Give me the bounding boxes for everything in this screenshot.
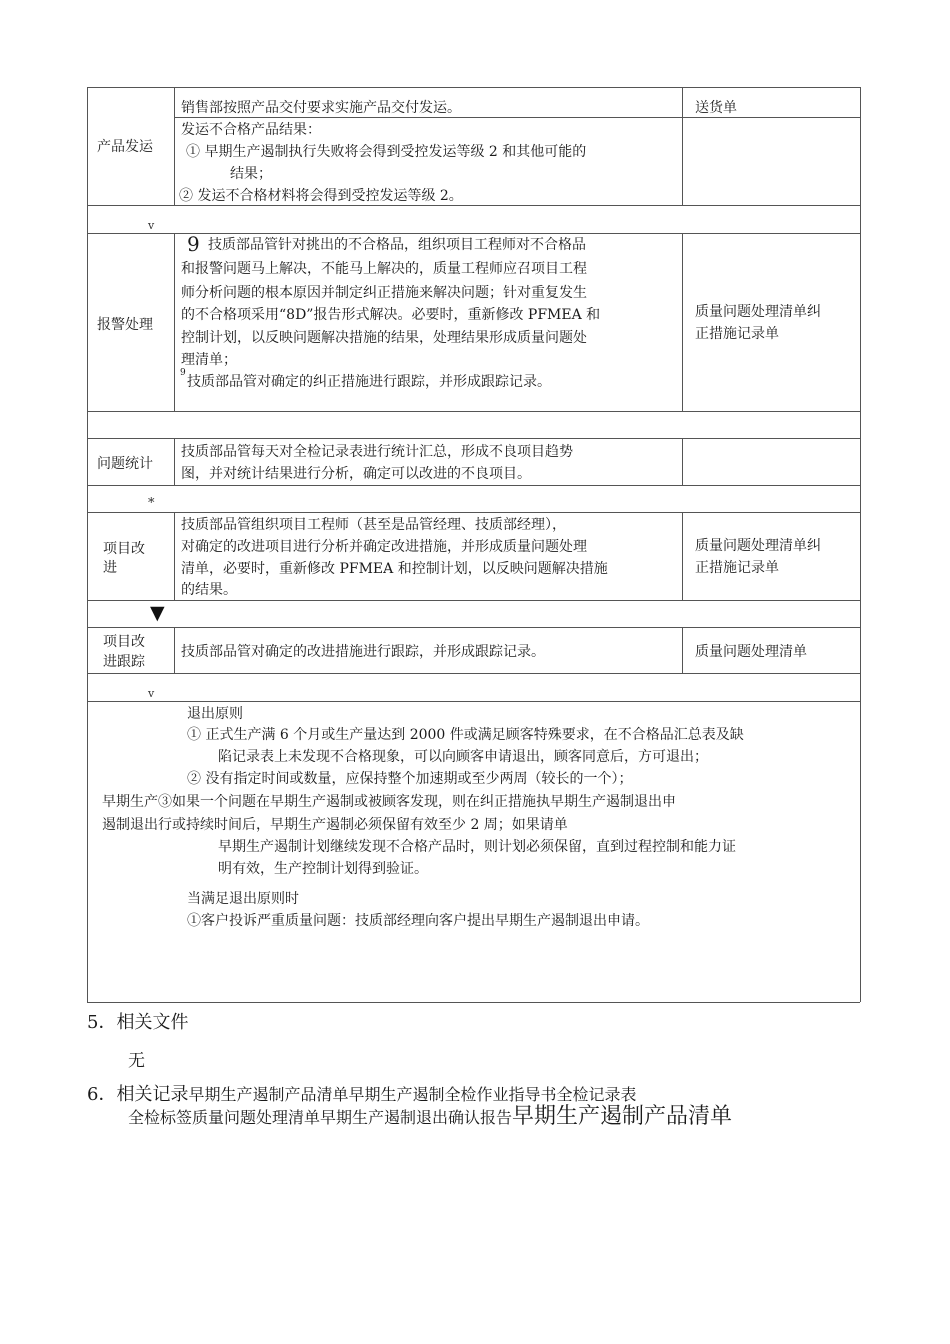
alarm-text: 技质部品管针对挑出的不合格品，组织项目工程师对不合格品 bbox=[208, 237, 586, 253]
col-divider bbox=[174, 627, 175, 673]
alarm-text: 师分析问题的根本原因并制定纠正措施来解决问题；针对重复发生 bbox=[181, 285, 587, 301]
track-label: 项目改 bbox=[103, 634, 145, 650]
section5-content: 无 bbox=[128, 1051, 145, 1071]
row-divider bbox=[87, 485, 860, 486]
col-divider bbox=[174, 87, 175, 205]
exit-title: 退出原则 bbox=[187, 706, 243, 722]
row-divider bbox=[87, 411, 860, 412]
track-label: 进跟踪 bbox=[103, 654, 145, 670]
track-record: 质量问题处理清单 bbox=[695, 644, 807, 660]
stats-text: 技质部品管每天对全检记录表进行统计汇总，形成不良项目趋势 bbox=[181, 444, 573, 460]
exit-item: 陷记录表上未发现不合格现象，可以向顾客申请退出，顾客同意后，方可退出； bbox=[218, 749, 708, 765]
exit-condition-title: 当满足退出原则时 bbox=[187, 891, 299, 907]
improve-text: 的结果。 bbox=[181, 582, 237, 598]
section6-records: 全检标签质量问题处理清单早期生产遏制退出确认报告 bbox=[128, 1108, 513, 1127]
col-divider bbox=[174, 512, 175, 600]
col-divider bbox=[682, 512, 683, 600]
improve-label: 项目改 bbox=[103, 541, 145, 557]
shipping-text: 销售部按照产品交付要求实施产品交付发运。 bbox=[181, 100, 461, 116]
row-divider bbox=[87, 438, 860, 439]
improve-text: 对确定的改进项目进行分析并确定改进措施，并形成质量问题处理 bbox=[181, 539, 587, 555]
shipping-record: 送货单 bbox=[695, 100, 737, 116]
exit-condition-item: ①客户投诉严重质量问题：技质部经理向客户提出早期生产遏制退出申请。 bbox=[187, 913, 649, 929]
col-divider bbox=[174, 438, 175, 485]
section5-heading: 5．相关文件 bbox=[87, 1012, 189, 1033]
section6-line2 bbox=[128, 1106, 732, 1130]
section6-records-large: 早期生产遏制产品清单 bbox=[512, 1104, 733, 1129]
table-top-border bbox=[87, 87, 860, 88]
improve-record: 正措施记录单 bbox=[695, 560, 779, 576]
alarm-text: 的不合格项采用“8D”报告形式解决。必要时，重新修改 PFMEA 和 bbox=[181, 307, 601, 323]
col-divider bbox=[682, 438, 683, 485]
alarm-text: 技质部品管对确定的纠正措施进行跟踪，并形成跟踪记录。 bbox=[187, 374, 551, 390]
col-divider bbox=[682, 87, 683, 205]
section6-heading: 6．相关记录 bbox=[87, 1084, 189, 1105]
alarm-label: 报警处理 bbox=[97, 317, 153, 333]
improve-text: 清单，必要时，重新修改 PFMEA 和控制计划，以反映问题解决措施 bbox=[181, 561, 608, 577]
col-divider bbox=[682, 627, 683, 673]
col-divider bbox=[682, 233, 683, 411]
table-left-border bbox=[87, 87, 88, 1002]
exit-item: 明有效，生产控制计划得到验证。 bbox=[218, 861, 428, 877]
alarm-bullet-small: 9 bbox=[180, 368, 186, 378]
row-divider bbox=[87, 512, 860, 513]
row-divider bbox=[87, 673, 860, 674]
exit-item: 遏制退出行或持续时间后，早期生产遏制必须保留有效至少 2 周；如果请单 bbox=[102, 817, 568, 833]
flow-arrow-down-icon: ▼ bbox=[150, 602, 165, 624]
row-divider bbox=[87, 627, 860, 628]
flow-arrow: * bbox=[148, 496, 155, 511]
track-text: 技质部品管对确定的改进措施进行跟踪，并形成跟踪记录。 bbox=[181, 644, 545, 660]
row-divider bbox=[87, 701, 860, 702]
section6-records: 早期生产遏制产品清单早期生产遏制全检作业指导书全检记录表 bbox=[188, 1085, 637, 1104]
shipping-nc-title: 发运不合格产品结果： bbox=[181, 122, 321, 138]
col-divider bbox=[174, 233, 175, 411]
stats-label: 问题统计 bbox=[97, 456, 153, 472]
improve-record: 质量问题处理清单纠 bbox=[695, 538, 821, 554]
exit-item: ① 正式生产满 6 个月或生产量达到 2000 件或满足顾客特殊要求，在不合格品汇总表及缺 bbox=[187, 727, 744, 743]
alarm-text: 和报警问题马上解决，不能马上解决的，质量工程师应召项目工程 bbox=[181, 261, 587, 277]
shipping-nc-item: ② 发运不合格材料将会得到受控发运等级 2。 bbox=[179, 188, 463, 204]
shipping-nc-item: ① 早期生产遏制执行失败将会得到受控发运等级 2 和其他可能的 bbox=[186, 144, 587, 160]
table-bottom-border bbox=[87, 1002, 860, 1003]
stats-text: 图，并对统计结果进行分析，确定可以改进的不良项目。 bbox=[181, 466, 531, 482]
exit-item: 早期生产遏制计划继续发现不合格产品时，则计划必须保留，直到过程控制和能力证 bbox=[218, 839, 736, 855]
alarm-record: 正措施记录单 bbox=[695, 326, 779, 342]
improve-text: 技质部品管组织项目工程师（甚至是品管经理、技质部经理）， bbox=[181, 517, 566, 533]
flow-arrow: v bbox=[148, 219, 155, 232]
improve-label: 进 bbox=[103, 560, 117, 576]
shipping-nc-item: 结果； bbox=[230, 166, 272, 182]
flow-arrow: v bbox=[148, 687, 155, 700]
alarm-text: 控制计划，以反映问题解决措施的结果，处理结果形成质量问题处 bbox=[181, 330, 587, 346]
alarm-text: 理清单； bbox=[181, 352, 237, 368]
exit-item: ② 没有指定时间或数量，应保持整个加速期或至少两周（较长的一个）； bbox=[187, 771, 633, 787]
shipping-label: 产品发运 bbox=[97, 139, 153, 155]
alarm-record: 质量问题处理清单纠 bbox=[695, 304, 821, 320]
alarm-bullet: 9 bbox=[187, 232, 200, 256]
exit-item: 早期生产③如果一个问题在早期生产遏制或被顾客发现，则在纠正措施执早期生产遏制退出申 bbox=[102, 794, 676, 810]
table-right-border bbox=[860, 87, 861, 1002]
